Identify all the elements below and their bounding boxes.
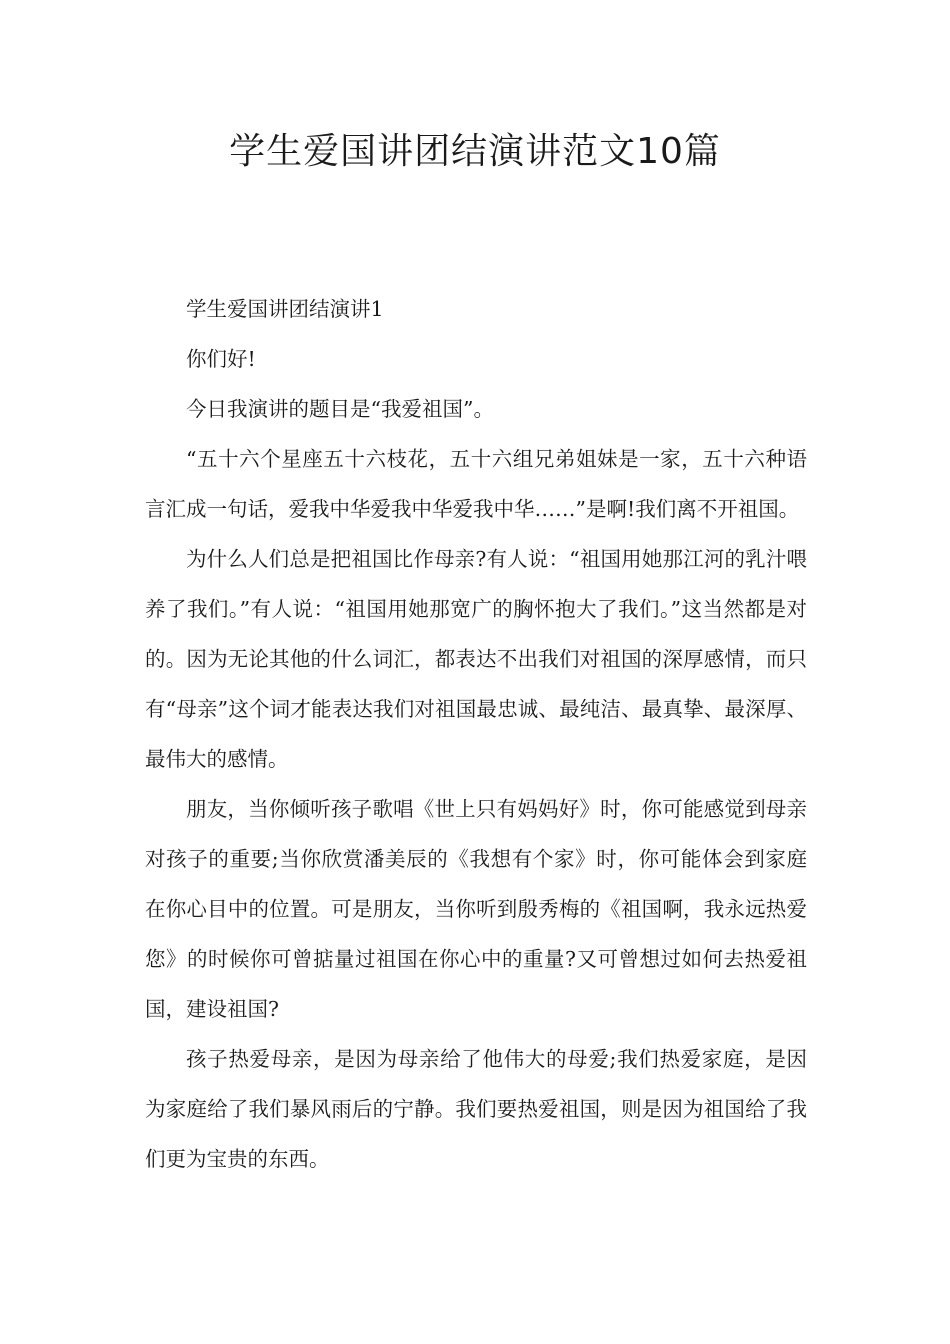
body-paragraph: 为什么人们总是把祖国比作母亲?有人说：“祖国用她那江河的乳汁喂养了我们。”有人说：“祖国用她那宽广的胸怀抱大了我们。”这当然都是对的。因为无论其他的什么词汇，都表达不出我们对祖国的深厚感情，而只有“母亲”这个词才能表达我们对祖国最忠诚、最纯洁、最真挚、最深厚、最伟大的感情。 bbox=[145, 547, 807, 771]
body-paragraph: 朋友，当你倾听孩子歌唱《世上只有妈妈好》时，你可能感觉到母亲对孩子的重要;当你欣赏潘美辰的《我想有个家》时，你可能体会到家庭在你心目中的位置。可是朋友，当你听到殷秀梅的《祖国啊，我永远热爱您》的时候你可曾掂量过祖国在你心中的重量?又可曾想过如何去热爱祖国，建设祖国? bbox=[145, 797, 807, 1021]
speech-heading: 学生爱国讲团结演讲1 bbox=[186, 297, 384, 321]
document-title: 学生爱国讲团结演讲范文10篇 bbox=[229, 131, 721, 172]
body-paragraph: 孩子热爱母亲，是因为母亲给了他伟大的母爱;我们热爱家庭，是因为家庭给了我们暴风雨后的宁静。我们要热爱祖国，则是因为祖国给了我们更为宝贵的东西。 bbox=[145, 1047, 807, 1171]
topic-paragraph: 今日我演讲的题目是“我爱祖国”。 bbox=[186, 397, 494, 421]
body-paragraph: “五十六个星座五十六枝花，五十六组兄弟姐妹是一家，五十六种语言汇成一句话，爱我中华爱我中华爱我中华……”是啊!我们离不开祖国。 bbox=[145, 447, 807, 521]
document-body bbox=[145, 284, 807, 1184]
greeting-paragraph: 你们好! bbox=[186, 347, 256, 371]
